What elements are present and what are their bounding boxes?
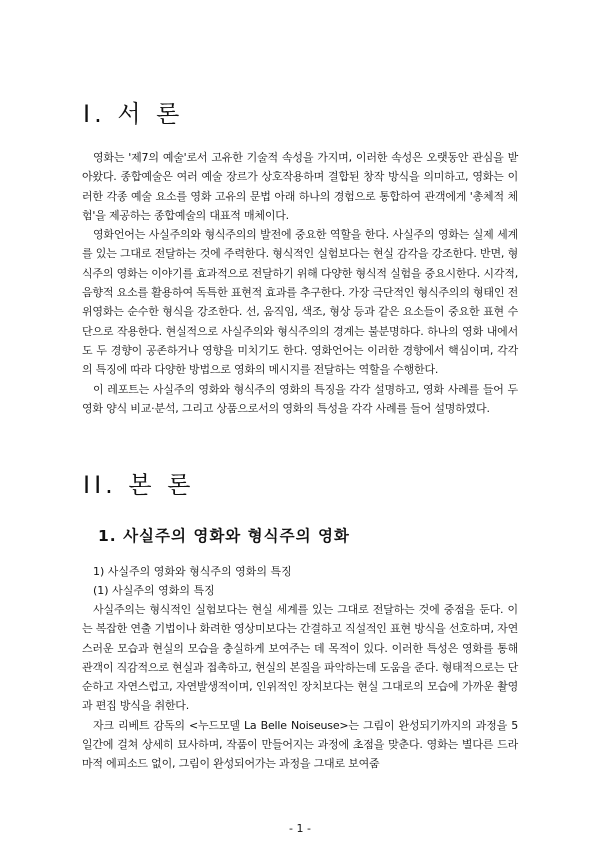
list-item-level1: 1) 사실주의 영화와 형식주의 영화의 특징 — [93, 565, 292, 578]
paragraph: 사실주의는 형식적인 실험보다는 현실 세계를 있는 그대로 전달하는 것에 중점을 둔다. 이는 복잡한 연출 기법이나 화려한 영상미보다는 간결하고 직설적인 표현 방식을 선호하며, 자연스러운 모습과 현실의 모습을 충실하게 보여주는 데 목적이 있다. 이러한 특성은 영화를 통해 관객이 직감적으로 현실과 접촉하고, 현실의 본질을 파악하는데 도움을 준다. 형태적으로는 단순하고 자연스럽고, 자연발생적이며, 인위적인 장치보다는 현실 그대로의 모습에 가까운 촬영과 편집 방식을 취한다. — [82, 603, 518, 713]
section-heading-body: II. 본 론 — [83, 471, 195, 499]
introduction-body — [82, 148, 518, 418]
section-heading-introduction: I. 서 론 — [83, 100, 184, 128]
realism-body — [82, 600, 518, 774]
page-number: - 1 - — [289, 822, 311, 835]
paragraph: 자크 리베트 감독의 <누드모델 La Belle Noiseuse>는 그림이 완성되기까지의 과정을 5일간에 걸쳐 상세히 묘사하며, 작품이 만들어지는 과정에 초점을 맞춘다. 영화는 별다른 드라마적 에피소드 없이, 그림이 완성되어가는 과정을 그대로 보여줌 — [82, 718, 518, 771]
paragraph: 영화언어는 사실주의와 형식주의의 발전에 중요한 역할을 한다. 사실주의 영화는 실제 세계를 있는 그대로 전달하는 것에 주력한다. 형식적인 실험보다는 현실 감각을 강조한다. 반면, 형식주의 영화는 이야기를 효과적으로 전달하기 위해 다양한 형식적 실험을 중요시한다. 시각적, 음향적 요소를 활용하여 독특한 표현적 효과를 추구한다. 가장 극단적인 형식주의의 형태인 전위영화는 순수한 형식을 강조한다. 선, 움직임, 색조, 형상 등과 같은 요소들이 중요한 표현 수단으로 작용한다. 현실적으로 사실주의와 형식주의의 경계는 불분명하다. 하나의 영화 내에서도 두 경향이 공존하거나 영향을 미치기도 한다. 영화언어는 이러한 경향에서 핵심이며, 각각의 특징에 따라 다양한 방법으로 영화의 메시지를 전달하는 역할을 수행한다. — [82, 228, 518, 377]
paragraph: 영화는 '제7의 예술'로서 고유한 기술적 속성을 가지며, 이러한 속성은 오랫동안 관심을 받아왔다. 종합예술은 여러 예술 장르가 상호작용하며 결합된 창작 방식을 의미하고, 영화는 이러한 각종 예술 요소를 영화 고유의 문법 아래 하나의 경험으로 통합하여 관객에게 '총체적 체험'을 제공하는 종합예술의 대표적 매체이다. — [82, 151, 518, 222]
paragraph: 이 레포트는 사실주의 영화와 형식주의 영화의 특징을 각각 설명하고, 영화 사례를 들어 두 영화 양식 비교·분석, 그리고 상품으로서의 영화의 특성을 각각 사례를 들어 설명하였다. — [82, 382, 518, 415]
subsection-heading: 1. 사실주의 영화와 형식주의 영화 — [98, 527, 350, 545]
list-item-level2: (1) 사실주의 영화의 특징 — [93, 584, 215, 597]
